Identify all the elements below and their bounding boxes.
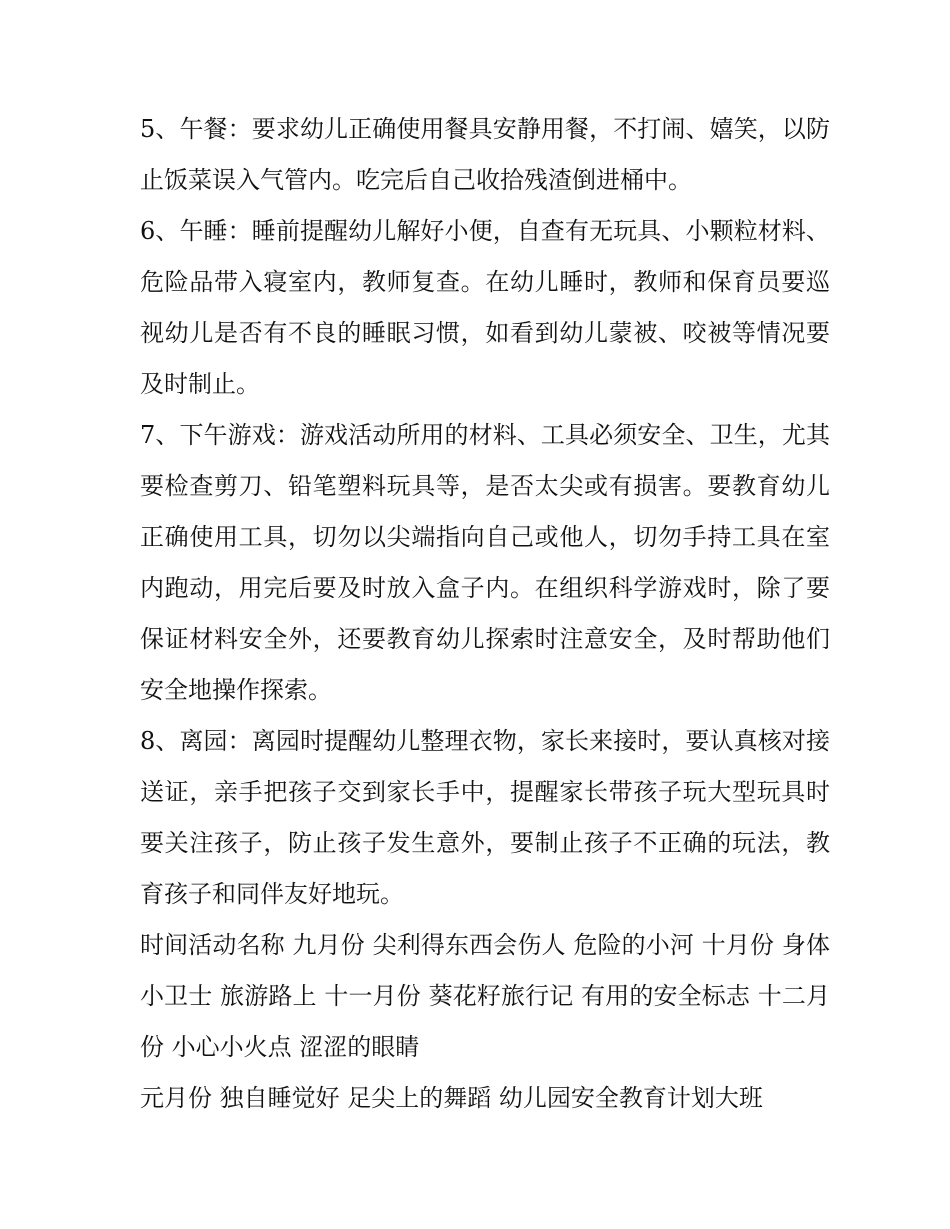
paragraph-leaving: 8、离园：离园时提醒幼儿整理衣物，家长来接时，要认真核对接送证，亲手把孩子交到家长手中，提醒家长带孩子玩大型玩具时要关注孩子，防止孩子发生意外，要制止孩子不正确的玩法，教育孩子和同伴友好地玩。 <box>140 727 830 908</box>
paragraph-schedule: 时间活动名称 九月份 尖利得东西会伤人 危险的小河 十月份 身体小卫士 旅游路上 十一月份 葵花籽旅行记 有用的安全标志 十二月份 小心小火点 涩涩的眼睛 <box>140 931 830 1061</box>
paragraph-afternoon-games: 7、下午游戏：游戏活动所用的材料、工具必须安全、卫生，尤其要检查剪刀、铅笔塑料玩具等，是否太尖或有损害。要教育幼儿正确使用工具，切勿以尖端指向自己或他人，切勿手持工具在室内跑动，用完后要及时放入盒子内。在组织科学游戏时，除了要保证材料安全外，还要教育幼儿探索时注意安全，及时帮助他们安全地操作探索。 <box>140 421 830 704</box>
paragraph-nap: 6、午睡：睡前提醒幼儿解好小便，自查有无玩具、小颗粒材料、危险品带入寝室内，教师复查。在幼儿睡时，教师和保育员要巡视幼儿是否有不良的睡眠习惯，如看到幼儿蒙被、咬被等情况要及时制止。 <box>140 217 830 398</box>
document-body <box>140 104 830 1124</box>
paragraph-lunch: 5、午餐：要求幼儿正确使用餐具安静用餐，不打闹、嬉笑，以防止饭菜误入气管内。吃完后自己收拾残渣倒进桶中。 <box>140 115 830 194</box>
paragraph-schedule-continued: 元月份 独自睡觉好 足尖上的舞蹈 幼儿园安全教育计划大班 <box>140 1084 763 1112</box>
